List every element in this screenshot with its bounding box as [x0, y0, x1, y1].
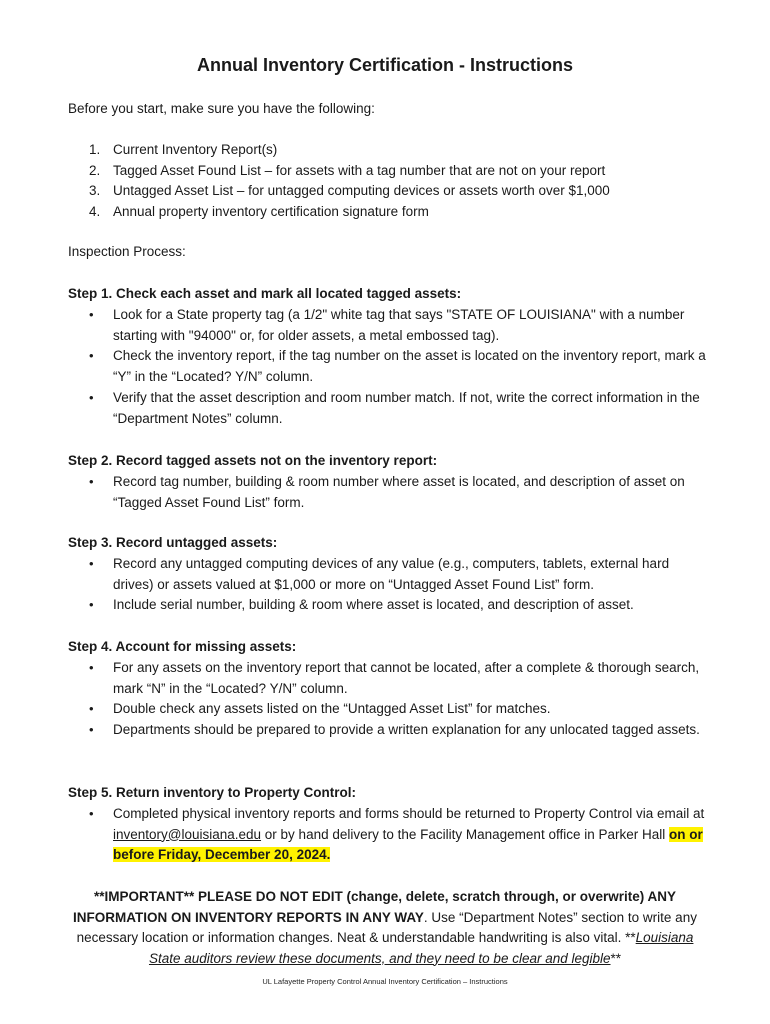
bullet-text: Record any untagged computing devices of any value (e.g., computers, tablets, external hard drives) or assets valued at $1,000 or more on “Untagged Asset Found List” form. — [113, 555, 670, 592]
step-heading: Step 1. Check each asset and mark all located tagged assets: — [68, 286, 462, 301]
list-number: 3. — [89, 183, 101, 198]
bullet-text: Double check any assets listed on the “Untagged Asset List” for matches. — [113, 701, 551, 717]
bullet-icon: • — [89, 348, 94, 364]
step-heading: Step 2. Record tagged assets not on the inventory report: — [68, 453, 438, 468]
deadline-suffix: . — [326, 847, 331, 863]
list-number: 2. — [89, 162, 101, 178]
bullet-icon: • — [89, 306, 94, 322]
inspection-heading: Inspection Process: — [68, 244, 186, 259]
bullet-text: Record tag number, building & room number where asset is located, and description of asset on “Tagged Asset Found List” form. — [113, 473, 685, 510]
list-item-text: Tagged Asset Found List – for assets with a tag number that are not on your report — [113, 162, 606, 178]
list-item-text: Current Inventory Report(s) — [113, 142, 278, 157]
bullet-text: Look for a State property tag (a 1/2" white tag that says "STATE OF LOUISIANA" with a number starting with "94000" or, for older assets, a metal embossed tag). — [113, 306, 685, 343]
list-item — [68, 181, 610, 202]
list-number: 4. — [89, 203, 101, 219]
bullet-item — [68, 554, 708, 596]
bullet-text: Check the inventory report, if the tag number on the asset is located on the inventory report, mark a “Y” in the “Located? Y/N” column. — [113, 348, 706, 385]
bullet-icon: • — [89, 555, 94, 571]
bullet-icon: • — [89, 473, 94, 489]
bullet-item — [68, 720, 708, 741]
list-item — [68, 202, 610, 223]
step-heading: Step 5. Return inventory to Property Control: — [68, 785, 357, 800]
deadline-highlight: on or before Friday, December 20, 2024 — [113, 826, 703, 863]
step-bullets — [68, 658, 708, 741]
bullet-item — [68, 804, 708, 866]
bullet-text: For any assets on the inventory report that cannot be located, after a complete & thorough search, mark “N” in the “Located? Y/N” column. — [113, 659, 700, 696]
bullet-item — [68, 388, 708, 430]
bullet-text: or by hand delivery to the Facility Management office in Parker Hall — [261, 826, 669, 842]
step-bullets — [68, 804, 708, 866]
step-5 — [68, 783, 708, 866]
step-bullets — [68, 472, 708, 514]
important-body: . Use “Department Notes” section to write any necessary location or information changes. Neat & understandable handwriting is also vital. ** — [76, 909, 697, 945]
step-4 — [68, 637, 708, 741]
important-notice — [64, 887, 706, 969]
bullet-item — [68, 472, 708, 514]
bullet-item — [68, 595, 708, 616]
bullet-icon: • — [89, 805, 94, 821]
step-bullets — [68, 554, 708, 616]
step-2 — [68, 451, 708, 513]
page-title: Annual Inventory Certification - Instructions — [196, 55, 574, 75]
auditors-note: Louisiana State auditors review these documents, and they need to be clear and legible — [148, 930, 694, 966]
email-link[interactable]: inventory@louisiana.edu — [113, 826, 262, 842]
bullet-icon: • — [89, 701, 94, 717]
bullet-text: Departments should be prepared to provide a written explanation for any unlocated tagged assets. — [113, 722, 700, 738]
important-caps: **IMPORTANT** PLEASE DO NOT EDIT (change, delete, scratch through, or overwrite) ANY INFORMATION ON INVENTORY REPORTS IN ANY WAY — [73, 889, 677, 925]
bullet-icon: • — [89, 597, 94, 613]
step-heading: Step 4. Account for missing assets: — [68, 639, 297, 654]
step-bullets — [68, 305, 708, 430]
bullet-text: Include serial number, building & room where asset is located, and description of asset. — [113, 597, 634, 613]
list-item — [68, 161, 610, 182]
list-item — [68, 140, 610, 161]
bullet-text: Verify that the asset description and room number match. If not, write the correct information in the “Department Notes” column. — [113, 389, 700, 426]
step-3 — [68, 533, 708, 616]
checklist — [68, 140, 610, 222]
important-end: ** — [610, 950, 622, 966]
step-heading: Step 3. Record untagged assets: — [68, 535, 278, 550]
list-item-text: Untagged Asset List – for untagged computing devices or assets worth over $1,000 — [113, 183, 610, 198]
bullet-icon: • — [89, 722, 94, 738]
intro-text: Before you start, make sure you have the following: — [68, 101, 375, 116]
bullet-item — [68, 346, 708, 388]
bullet-item — [68, 658, 708, 700]
page-footer: UL Lafayette Property Control Annual Inventory Certification – Instructions — [262, 977, 508, 986]
bullet-icon: • — [89, 659, 94, 675]
bullet-text: Completed physical inventory reports and forms should be returned to Property Control via email at — [113, 805, 705, 821]
step-1 — [68, 284, 708, 430]
bullet-item — [68, 699, 708, 720]
list-number: 1. — [89, 142, 101, 157]
list-item-text: Annual property inventory certification signature form — [113, 203, 429, 219]
bullet-icon: • — [89, 389, 94, 405]
bullet-item — [68, 305, 708, 347]
